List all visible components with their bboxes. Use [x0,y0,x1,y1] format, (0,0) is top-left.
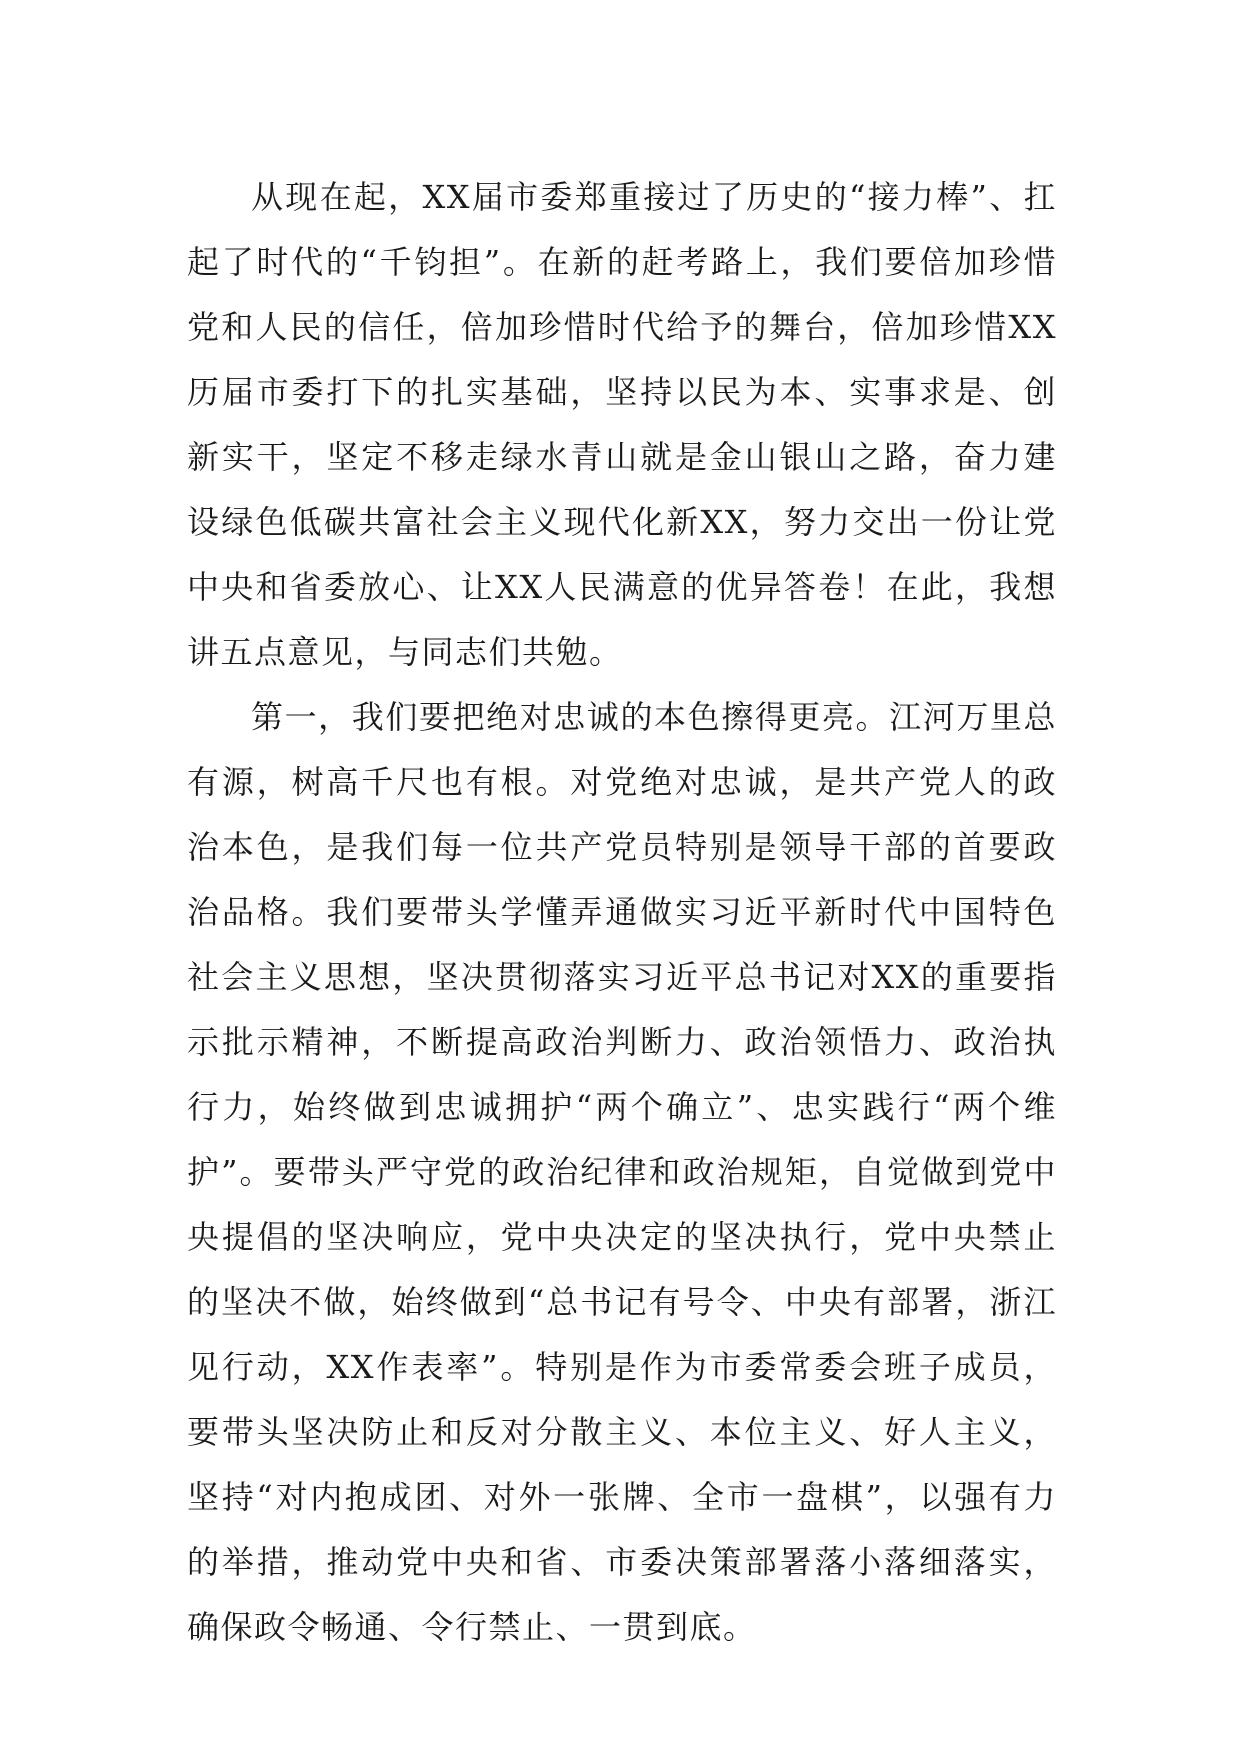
paragraph-intro: 从现在起，XX届市委郑重接过了历史的“接力棒”、扛起了时代的“千钧担”。在新的赶考路上，我们要倍加珍惜党和人民的信任，倍加珍惜时代给予的舞台，倍加珍惜XX历届市委打下的扎实基础，坚持以民为本、实事求是、创新实干，坚定不移走绿水青山就是金山银山之路，奋力建设绿色低碳共富社会主义现代化新XX，努力交出一份让党中央和省委放心、让XX人民满意的优异答卷！在此，我想讲五点意见，与同志们共勉。 [187,178,1057,671]
paragraph-point-one: 第一，我们要把绝对忠诚的本色擦得更亮。江河万里总有源，树高千尺也有根。对党绝对忠诚，是共产党人的政治本色，是我们每一位共产党员特别是领导干部的首要政治品格。我们要带头学懂弄通做实习近平新时代中国特色社会主义思想，坚决贯彻落实习近平总书记对XX的重要指示批示精神，不断提高政治判断力、政治领悟力、政治执行力，始终做到忠诚拥护“两个确立”、忠实践行“两个维护”。要带头严守党的政治纪律和政治规矩，自觉做到党中央提倡的坚决响应，党中央决定的坚决执行，党中央禁止的坚决不做，始终做到“总书记有号令、中央有部署，浙江见行动，XX作表率”。特别是作为市委常委会班子成员，要带头坚决防止和反对分散主义、本位主义、好人主义，坚持“对内抱成团、对外一张牌、全市一盘棋”，以强有力的举措，推动党中央和省、市委决策部署落小落细落实，确保政令畅通、令行禁止、一贯到底。 [187,698,1057,1646]
document-body [187,165,1057,1660]
